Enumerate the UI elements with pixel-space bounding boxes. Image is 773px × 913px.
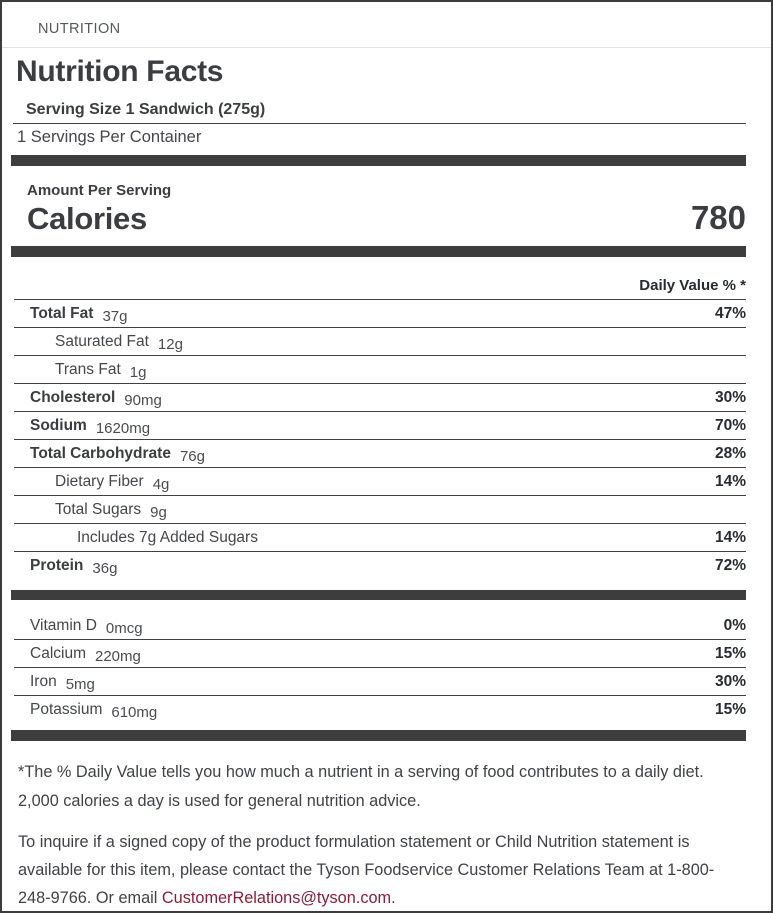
- nutrient-amount: 37g: [102, 308, 128, 325]
- nutrient-row-sodium: [14, 411, 746, 439]
- nutrient-name: Calcium: [30, 645, 86, 662]
- daily-value-percent: 70%: [714, 417, 746, 434]
- nutrient-row-protein: [14, 551, 746, 579]
- nutrient-amount: 610mg: [111, 704, 158, 721]
- nutrient-amount: 4g: [152, 476, 170, 493]
- vitamins-table: [14, 612, 746, 723]
- nutrient-row-trans-fat: [14, 355, 746, 383]
- nutrient-amount: 1620mg: [95, 420, 151, 437]
- daily-value-percent: 47%: [714, 305, 746, 322]
- nutrient-amount: 76g: [179, 448, 205, 465]
- nutrient-row-includes-7g-added-sugars: [14, 523, 746, 551]
- daily-value-percent: 72%: [714, 557, 746, 574]
- nutrient-row-saturated-fat: [14, 327, 746, 355]
- nutrient-amount: 90mg: [124, 392, 162, 409]
- nutrient-amount: 5mg: [65, 676, 95, 693]
- daily-value-header: Daily Value % *: [639, 277, 746, 294]
- nutrient-name: Total Carbohydrate: [30, 445, 171, 462]
- nutrient-amount: 36g: [92, 560, 118, 577]
- contact-text-period: .: [391, 889, 396, 907]
- nutrient-name: Iron: [30, 673, 57, 690]
- nutrient-name: Cholesterol: [30, 389, 116, 406]
- nutrient-amount: 9g: [150, 504, 167, 521]
- nutrient-name: Vitamin D: [30, 617, 97, 634]
- daily-value-footnote: *The % Daily Value tells you how much a nutrient in a serving of food contributes to a daily diet. 2,000 calories a day is used for general nutrition advice.: [18, 763, 704, 810]
- contact-footnote: [18, 828, 746, 912]
- nutrient-name: Trans Fat: [55, 361, 121, 378]
- amount-per-serving-label: Amount Per Serving: [27, 182, 172, 199]
- vitamin-row-calcium: [14, 640, 746, 668]
- daily-value-percent: 28%: [714, 445, 746, 462]
- nutrient-name: Protein: [30, 557, 84, 574]
- daily-value-percent: 15%: [714, 645, 746, 662]
- daily-value-percent: 30%: [714, 389, 746, 406]
- nutrient-row-cholesterol: [14, 383, 746, 411]
- nutrient-amount: 0mcg: [105, 620, 143, 637]
- servings-per-container: 1 Servings Per Container: [17, 128, 202, 146]
- panel-section-title: NUTRITION: [2, 2, 771, 48]
- thick-divider-bar: [11, 730, 746, 741]
- customer-relations-email-link[interactable]: CustomerRelations@tyson.com: [161, 889, 392, 907]
- nutrients-table: [14, 299, 746, 579]
- calories-label: Calories: [27, 201, 147, 236]
- nutrient-amount: 220mg: [94, 648, 141, 665]
- nutrient-amount: 1g: [129, 364, 147, 381]
- nutrient-name: Sodium: [30, 417, 87, 434]
- thick-divider-bar: [11, 590, 746, 600]
- nutrient-name: Includes 7g Added Sugars: [77, 529, 258, 546]
- vitamin-row-iron: [14, 668, 746, 696]
- contact-text: To inquire if a signed copy of the product formulation statement or Child Nutrition statement is available for this item, please contact the Tyson Foodservice Customer Relations Team at 1-800-248-9766. Or email: [18, 833, 715, 907]
- divider: [13, 123, 746, 124]
- vitamin-row-potassium: [14, 696, 746, 723]
- page-title: Nutrition Facts: [16, 55, 224, 88]
- daily-value-percent: 14%: [714, 473, 746, 490]
- nutrient-name: Dietary Fiber: [55, 473, 144, 490]
- serving-size: Serving Size 1 Sandwich (275g): [26, 101, 266, 118]
- daily-value-percent: 15%: [714, 701, 746, 718]
- nutrient-name: Total Sugars: [55, 501, 142, 518]
- thick-divider-bar: [11, 246, 746, 257]
- nutrient-name: Potassium: [30, 701, 103, 718]
- nutrient-name: Saturated Fat: [55, 333, 149, 350]
- nutrient-name: Total Fat: [30, 305, 94, 322]
- vitamin-row-vitamin-d: [14, 612, 746, 640]
- thick-divider-bar: [11, 155, 746, 166]
- nutrient-row-dietary-fiber: [14, 467, 746, 495]
- daily-value-percent: 0%: [723, 617, 746, 634]
- calories-value: 780: [690, 199, 746, 236]
- daily-value-percent: 14%: [714, 529, 746, 546]
- nutrient-row-total-carbohydrate: [14, 439, 746, 467]
- nutrient-amount: 12g: [157, 336, 183, 353]
- calories-row: [27, 201, 746, 236]
- nutrient-row-total-fat: [14, 299, 746, 327]
- nutrient-row-total-sugars: [14, 495, 746, 523]
- daily-value-percent: 30%: [714, 673, 746, 690]
